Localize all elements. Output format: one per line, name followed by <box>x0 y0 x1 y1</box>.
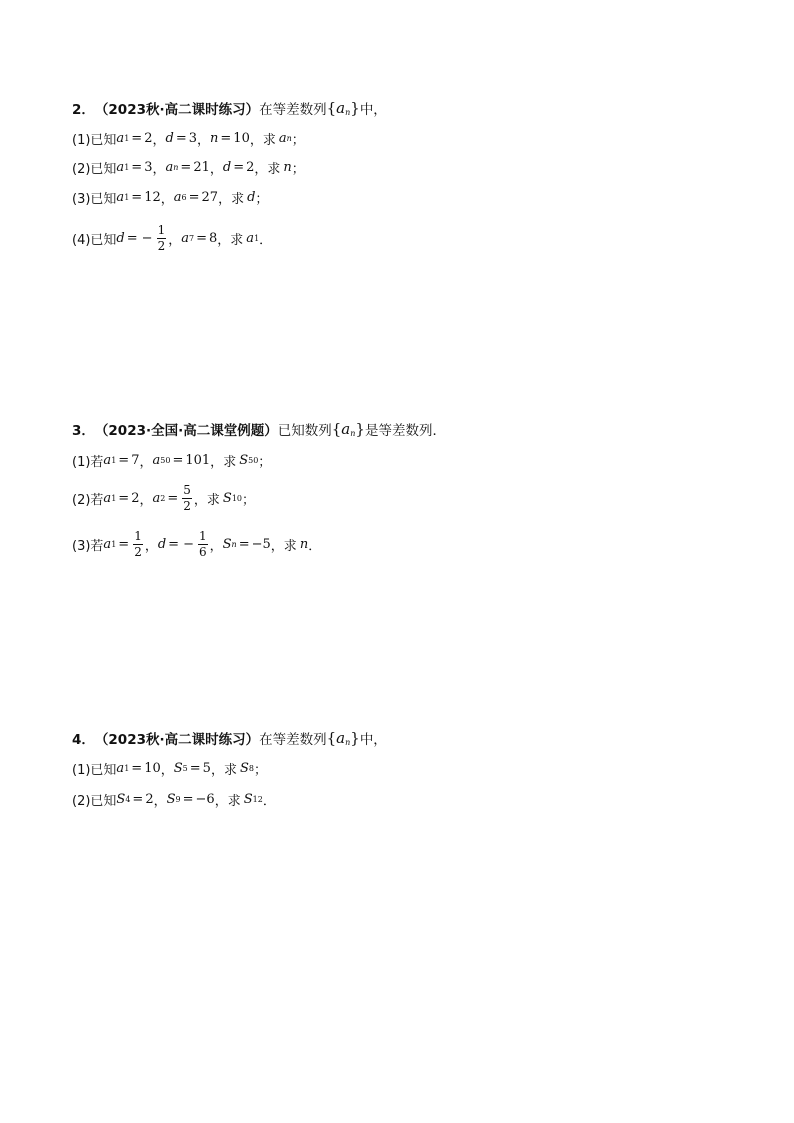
ask-word: 求 <box>283 538 297 554</box>
q2-item-1: (1)已知 a 1 = 2 ， d = 3 ， n = 10 ， 求 a n ； <box>72 130 305 148</box>
value: 8 <box>208 230 218 246</box>
fraction: $\frac{1}{2}$ <box>157 222 166 253</box>
q3-number: 3． <box>72 423 95 439</box>
value: 12 <box>144 189 161 205</box>
value: 2 <box>246 159 255 175</box>
ask-word: 求 <box>206 492 220 508</box>
q2-stem-post: 中， <box>359 102 387 118</box>
q4-number: 4． <box>72 732 95 748</box>
value: 2 <box>131 490 140 506</box>
value: 101 <box>185 452 211 468</box>
fraction: $\frac{5}{2}$ <box>183 482 191 513</box>
q3-header <box>72 415 446 443</box>
q3-item-2: (2)若 a 1 = 2 ， a 2 = $\frac{5}{2}$ ， 求 S 10 ； <box>72 482 256 513</box>
value: 2 <box>144 130 153 146</box>
q4-source: （2023秋·高二课时练习） <box>94 732 260 748</box>
q2-item-3: (3)已知 a 1 = 12 ， a 6 = 27 ， 求 d ； <box>72 189 269 207</box>
sequence-set: $\{a_n\}$ <box>326 99 360 117</box>
value: −6 <box>195 791 215 807</box>
q2-source: （2023秋·高二课时练习） <box>94 102 260 118</box>
q4-stem-pre: 在等差数列 <box>259 732 327 748</box>
value: 3 <box>144 159 153 175</box>
item-label: (2)若 <box>72 492 104 508</box>
ask-word: 求 <box>267 161 281 177</box>
value: 27 <box>201 189 219 205</box>
item-label: (2)已知 <box>72 161 117 177</box>
ask-word: 求 <box>223 762 237 778</box>
ask-word: 求 <box>230 232 244 248</box>
value: −5 <box>251 536 271 552</box>
value: 5 <box>202 760 211 776</box>
q2-header <box>72 94 387 122</box>
fraction: $\frac{1}{2}$ <box>134 528 142 559</box>
value: 7 <box>131 452 140 468</box>
q2-item-2: (2)已知 a 1 = 3 ， a n = 21 ， d = 2 ， 求 n ； <box>72 159 305 177</box>
q3-item-3: (3)若 a 1 = $\frac{1}{2}$ ， d = − $\frac{1}{6}$ ， S n = −5 ， 求 n ． <box>72 528 322 559</box>
q2-stem-pre: 在等差数列 <box>259 102 327 118</box>
sequence-set: $\{a_n\}$ <box>326 729 360 747</box>
q3-item-1: (1)若 a 1 = 7 ， a 50 = 101 ， 求 S 50 ； <box>72 452 272 470</box>
item-label: (3)若 <box>72 538 104 554</box>
ask-word: 求 <box>223 454 237 470</box>
item-label: (1)已知 <box>72 762 117 778</box>
ask-word: 求 <box>262 132 276 148</box>
fraction: $\frac{1}{6}$ <box>198 528 207 559</box>
q3-stem-pre: 已知数列 <box>277 423 332 439</box>
ask-word: 求 <box>227 793 241 809</box>
q4-stem-post: 中， <box>359 732 387 748</box>
item-label: (1)已知 <box>72 132 117 148</box>
q3-source: （2023·全国·高二课堂例题） <box>94 423 278 439</box>
value: 10 <box>233 130 250 146</box>
value: 3 <box>188 130 197 146</box>
item-label: (1)若 <box>72 454 104 470</box>
q2-number: 2． <box>72 102 95 118</box>
value: 10 <box>144 760 161 776</box>
q2-item-4: (4)已知 d = − $\frac{1}{2}$ ， a 7 = 8 ， 求 a 1 ． <box>72 222 273 253</box>
sequence-set: $\{a_n\}$ <box>331 420 365 438</box>
item-label: (2)已知 <box>72 793 117 809</box>
q4-item-2: (2)已知 S 4 = 2 ， S 9 = −6 ， 求 S 12 ． <box>72 791 276 809</box>
q3-stem-post: 是等差数列． <box>364 423 446 439</box>
value: 2 <box>145 791 154 807</box>
q4-item-1: (1)已知 a 1 = 10 ， S 5 = 5 ， 求 S 8 ； <box>72 760 267 778</box>
item-label: (4)已知 <box>72 232 117 248</box>
item-label: (3)已知 <box>72 191 117 207</box>
ask-word: 求 <box>231 191 245 207</box>
value: 21 <box>193 159 210 175</box>
q4-header <box>72 724 387 752</box>
